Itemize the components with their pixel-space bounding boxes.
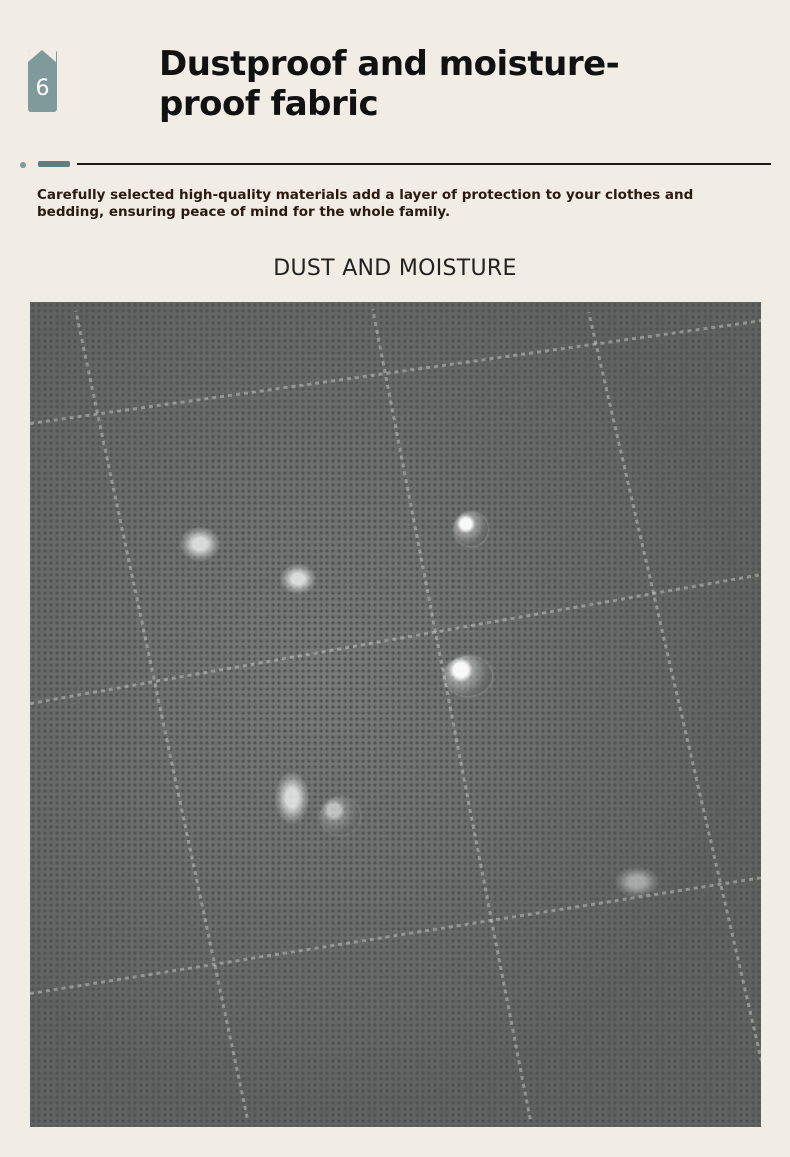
page-title: Dustproof and moisture-proof fabric (159, 44, 620, 124)
step-number-badge (28, 50, 57, 112)
stitch-line (74, 310, 248, 1118)
water-droplet (444, 656, 492, 696)
water-smear (280, 564, 316, 594)
stitch-line (30, 316, 761, 425)
divider-line (77, 163, 771, 165)
divider-accent (38, 161, 70, 167)
water-smear (180, 527, 220, 561)
stitch-line (371, 309, 531, 1119)
water-smear (615, 867, 659, 897)
water-droplet (320, 797, 360, 835)
stitch-line (587, 312, 761, 1117)
divider-dot (20, 162, 26, 168)
fabric-photo (30, 302, 761, 1127)
water-smear (275, 772, 309, 824)
badge-number: 6 (35, 76, 50, 101)
feature-description: Carefully selected high-quality materials add a layer of protection to your clothes and bedding, ensuring peace of mind for the whole family. (37, 187, 694, 220)
badge-notch (28, 50, 56, 62)
water-droplet (454, 512, 488, 546)
section-heading: DUST AND MOISTURE (273, 256, 517, 281)
